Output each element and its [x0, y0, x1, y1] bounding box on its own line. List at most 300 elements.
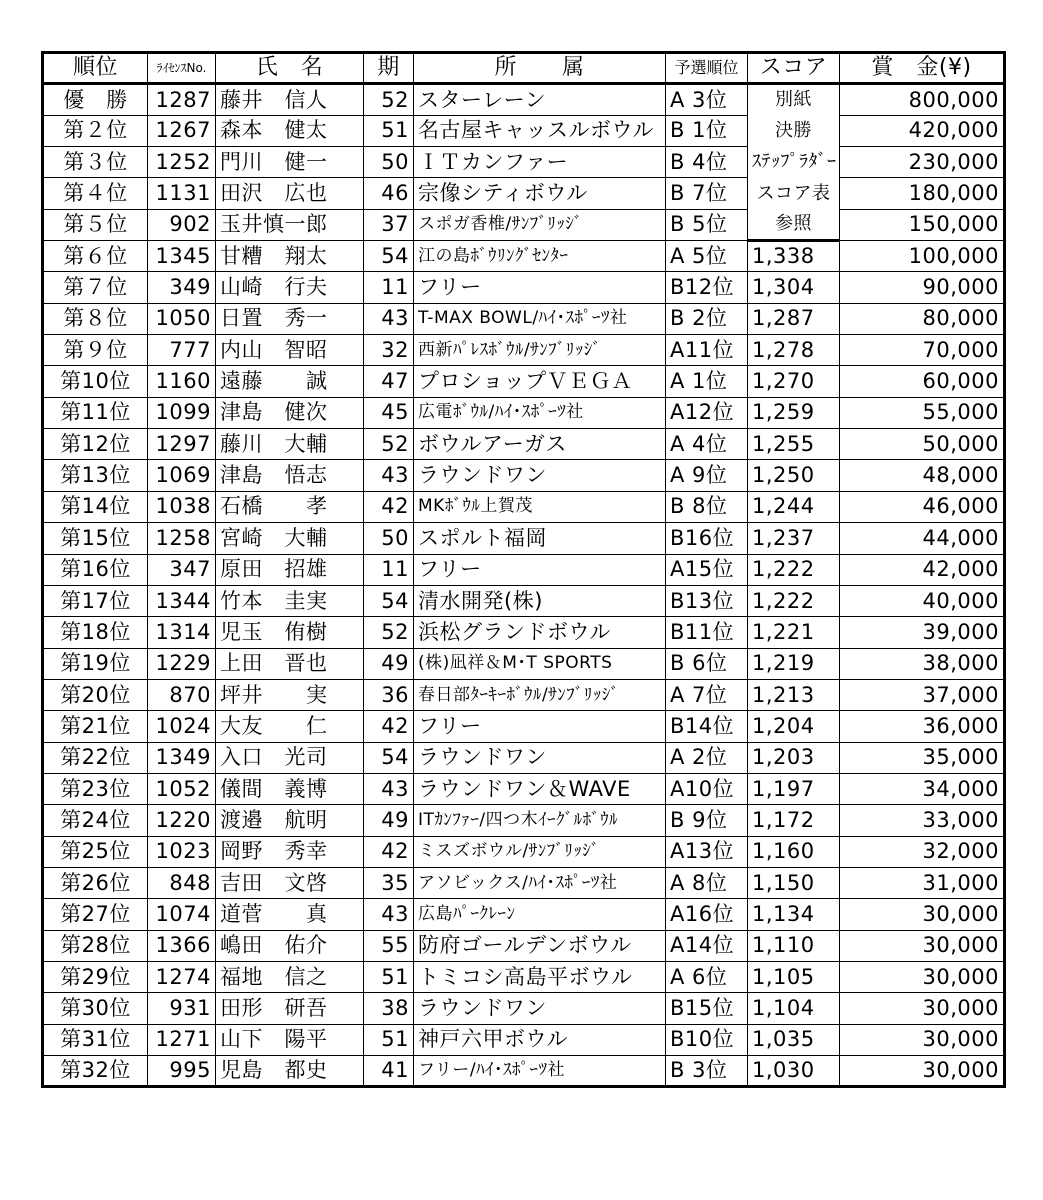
license-cell: 347 — [148, 554, 216, 585]
license-cell: 1344 — [148, 585, 216, 616]
name-cell: 山崎 行夫 — [216, 272, 364, 303]
rank-cell: 第10位 — [43, 366, 148, 397]
score-cell: 1,237 — [748, 523, 840, 554]
prize-cell: 42,000 — [840, 554, 1005, 585]
club-cell: プロショップＶＥＧＡ — [414, 366, 666, 397]
license-cell: 1271 — [148, 1024, 216, 1055]
qualifying-rank-cell: A12位 — [666, 397, 748, 428]
score-cell: 1,338 — [748, 241, 840, 272]
name-cell: 坪井 実 — [216, 679, 364, 710]
license-cell: 1220 — [148, 805, 216, 836]
prize-cell: 48,000 — [840, 460, 1005, 491]
qualifying-rank-cell: B14位 — [666, 711, 748, 742]
table-row — [43, 115, 1005, 146]
name-cell: 山下 陽平 — [216, 1024, 364, 1055]
rank-cell: 第８位 — [43, 303, 148, 334]
table-header — [43, 53, 1005, 84]
table-row — [43, 84, 1005, 115]
term-cell: 55 — [364, 930, 414, 961]
header-club: 所 属 — [414, 53, 666, 84]
table-row — [43, 585, 1005, 616]
rank-cell: 第９位 — [43, 335, 148, 366]
prize-cell: 37,000 — [840, 679, 1005, 710]
name-cell: 道菅 真 — [216, 899, 364, 930]
qualifying-rank-cell: B 2位 — [666, 303, 748, 334]
license-cell: 848 — [148, 867, 216, 898]
score-cell: ｽﾃｯﾌﾟﾗﾀﾞｰ — [748, 147, 840, 178]
term-cell: 50 — [364, 523, 414, 554]
header-row — [43, 53, 1005, 84]
term-cell: 49 — [364, 805, 414, 836]
qualifying-rank-cell: A16位 — [666, 899, 748, 930]
license-cell: 1274 — [148, 961, 216, 992]
prize-cell: 36,000 — [840, 711, 1005, 742]
prize-cell: 230,000 — [840, 147, 1005, 178]
table-row — [43, 429, 1005, 460]
license-cell: 1287 — [148, 84, 216, 115]
qualifying-rank-cell: B13位 — [666, 585, 748, 616]
name-cell: 田形 研吾 — [216, 993, 364, 1024]
score-cell: スコア表 — [748, 178, 840, 209]
rank-cell: 第28位 — [43, 930, 148, 961]
header-name: 氏 名 — [216, 53, 364, 84]
header-qualifying-rank: 予選順位 — [666, 53, 748, 84]
name-cell: 岡野 秀幸 — [216, 836, 364, 867]
club-cell: ITｶﾝﾌｧｰ/四つ木ｲｰｸﾞﾙﾎﾞｳﾙ — [414, 805, 666, 836]
score-cell: 1,203 — [748, 742, 840, 773]
rank-cell: 第３位 — [43, 147, 148, 178]
club-cell: ラウンドワン — [414, 460, 666, 491]
club-cell: 防府ゴールデンボウル — [414, 930, 666, 961]
license-cell: 1366 — [148, 930, 216, 961]
license-cell: 1024 — [148, 711, 216, 742]
table-row — [43, 178, 1005, 209]
rank-cell: 第４位 — [43, 178, 148, 209]
license-cell: 931 — [148, 993, 216, 1024]
prize-cell: 46,000 — [840, 491, 1005, 522]
results-table — [41, 51, 1006, 1088]
license-cell: 1052 — [148, 773, 216, 804]
rank-cell: 第16位 — [43, 554, 148, 585]
prize-cell: 70,000 — [840, 335, 1005, 366]
score-cell: 1,219 — [748, 648, 840, 679]
table-row — [43, 867, 1005, 898]
prize-cell: 35,000 — [840, 742, 1005, 773]
qualifying-rank-cell: B 5位 — [666, 209, 748, 240]
table-row — [43, 679, 1005, 710]
license-cell: 777 — [148, 335, 216, 366]
term-cell: 43 — [364, 899, 414, 930]
table-row — [43, 554, 1005, 585]
prize-cell: 80,000 — [840, 303, 1005, 334]
term-cell: 51 — [364, 115, 414, 146]
club-cell: フリー — [414, 272, 666, 303]
qualifying-rank-cell: B12位 — [666, 272, 748, 303]
qualifying-rank-cell: A13位 — [666, 836, 748, 867]
name-cell: 渡邉 航明 — [216, 805, 364, 836]
prize-cell: 34,000 — [840, 773, 1005, 804]
license-cell: 1258 — [148, 523, 216, 554]
term-cell: 43 — [364, 303, 414, 334]
term-cell: 41 — [364, 1056, 414, 1087]
score-cell: 1,104 — [748, 993, 840, 1024]
table-row — [43, 397, 1005, 428]
rank-cell: 第２位 — [43, 115, 148, 146]
club-cell: 西新ﾊﾟﾚｽﾎﾞｳﾙ/ｻﾝﾌﾞﾘｯｼﾞ — [414, 335, 666, 366]
prize-cell: 31,000 — [840, 867, 1005, 898]
rank-cell: 第31位 — [43, 1024, 148, 1055]
score-cell: 決勝 — [748, 115, 840, 146]
rank-cell: 第32位 — [43, 1056, 148, 1087]
name-cell: 宮崎 大輔 — [216, 523, 364, 554]
name-cell: 福地 信之 — [216, 961, 364, 992]
name-cell: 日置 秀一 — [216, 303, 364, 334]
license-cell: 870 — [148, 679, 216, 710]
score-cell: 1,105 — [748, 961, 840, 992]
term-cell: 51 — [364, 1024, 414, 1055]
rank-cell: 第６位 — [43, 241, 148, 272]
term-cell: 42 — [364, 836, 414, 867]
qualifying-rank-cell: A 4位 — [666, 429, 748, 460]
rank-cell: 第21位 — [43, 711, 148, 742]
rank-cell: 第23位 — [43, 773, 148, 804]
club-cell: アソビックス/ﾊｲ･ｽﾎﾟｰﾂ社 — [414, 867, 666, 898]
table-row — [43, 523, 1005, 554]
table-row — [43, 773, 1005, 804]
name-cell: 竹本 圭実 — [216, 585, 364, 616]
score-cell: 1,221 — [748, 617, 840, 648]
score-cell: 1,030 — [748, 1056, 840, 1087]
name-cell: 石橋 孝 — [216, 491, 364, 522]
qualifying-rank-cell: A 9位 — [666, 460, 748, 491]
name-cell: 津島 健次 — [216, 397, 364, 428]
term-cell: 47 — [364, 366, 414, 397]
name-cell: 入口 光司 — [216, 742, 364, 773]
rank-cell: 第25位 — [43, 836, 148, 867]
prize-cell: 40,000 — [840, 585, 1005, 616]
table-row — [43, 272, 1005, 303]
table-row — [43, 209, 1005, 240]
rank-cell: 第30位 — [43, 993, 148, 1024]
club-cell: トミコシ高島平ボウル — [414, 961, 666, 992]
club-cell: 広電ﾎﾞｳﾙ/ﾊｲ･ｽﾎﾟｰﾂ社 — [414, 397, 666, 428]
club-cell: 神戸六甲ボウル — [414, 1024, 666, 1055]
score-cell: 1,150 — [748, 867, 840, 898]
prize-cell: 90,000 — [840, 272, 1005, 303]
club-cell: 春日部ﾀｰｷｰﾎﾞｳﾙ/ｻﾝﾌﾞﾘｯｼﾞ — [414, 679, 666, 710]
club-cell: 江の島ﾎﾞｳﾘﾝｸﾞｾﾝﾀｰ — [414, 241, 666, 272]
name-cell: 甘糟 翔太 — [216, 241, 364, 272]
club-cell: フリー/ﾊｲ･ｽﾎﾟｰﾂ社 — [414, 1056, 666, 1087]
score-cell: 1,304 — [748, 272, 840, 303]
score-cell: 1,222 — [748, 585, 840, 616]
table-row — [43, 993, 1005, 1024]
score-cell: 1,172 — [748, 805, 840, 836]
table-row — [43, 303, 1005, 334]
license-cell: 1160 — [148, 366, 216, 397]
header-rank: 順位 — [43, 53, 148, 84]
term-cell: 43 — [364, 773, 414, 804]
term-cell: 49 — [364, 648, 414, 679]
score-cell: 1,287 — [748, 303, 840, 334]
prize-cell: 32,000 — [840, 836, 1005, 867]
term-cell: 46 — [364, 178, 414, 209]
name-cell: 森本 健太 — [216, 115, 364, 146]
qualifying-rank-cell: A10位 — [666, 773, 748, 804]
term-cell: 32 — [364, 335, 414, 366]
rank-cell: 第22位 — [43, 742, 148, 773]
score-cell: 1,270 — [748, 366, 840, 397]
qualifying-rank-cell: A11位 — [666, 335, 748, 366]
rank-cell: 第15位 — [43, 523, 148, 554]
table-row — [43, 366, 1005, 397]
table-row — [43, 711, 1005, 742]
table-row — [43, 617, 1005, 648]
header-score: スコア — [748, 53, 840, 84]
table-row — [43, 899, 1005, 930]
rank-cell: 第12位 — [43, 429, 148, 460]
rank-cell: 第26位 — [43, 867, 148, 898]
term-cell: 43 — [364, 460, 414, 491]
name-cell: 門川 健一 — [216, 147, 364, 178]
score-cell: 1,035 — [748, 1024, 840, 1055]
name-cell: 児玉 侑樹 — [216, 617, 364, 648]
term-cell: 45 — [364, 397, 414, 428]
term-cell: 54 — [364, 585, 414, 616]
rank-cell: 第24位 — [43, 805, 148, 836]
header-license: ﾗｲｾﾝｽNo. — [148, 53, 216, 84]
rank-cell: 第27位 — [43, 899, 148, 930]
rank-cell: 第29位 — [43, 961, 148, 992]
license-cell: 1252 — [148, 147, 216, 178]
qualifying-rank-cell: B 8位 — [666, 491, 748, 522]
term-cell: 54 — [364, 742, 414, 773]
club-cell: ラウンドワン — [414, 993, 666, 1024]
prize-cell: 30,000 — [840, 930, 1005, 961]
table-row — [43, 147, 1005, 178]
prize-cell: 50,000 — [840, 429, 1005, 460]
club-cell: 清水開発(株) — [414, 585, 666, 616]
club-cell: フリー — [414, 554, 666, 585]
term-cell: 42 — [364, 711, 414, 742]
table-row — [43, 1024, 1005, 1055]
term-cell: 35 — [364, 867, 414, 898]
qualifying-rank-cell: A 2位 — [666, 742, 748, 773]
license-cell: 349 — [148, 272, 216, 303]
qualifying-rank-cell: B 4位 — [666, 147, 748, 178]
club-cell: (株)凪祥＆M･T SPORTS — [414, 648, 666, 679]
qualifying-rank-cell: B 9位 — [666, 805, 748, 836]
club-cell: スターレーン — [414, 84, 666, 115]
score-cell: 1,134 — [748, 899, 840, 930]
qualifying-rank-cell: B 3位 — [666, 1056, 748, 1087]
club-cell: ラウンドワン — [414, 742, 666, 773]
table-body — [43, 84, 1005, 1087]
rank-cell: 第17位 — [43, 585, 148, 616]
term-cell: 38 — [364, 993, 414, 1024]
qualifying-rank-cell: A 5位 — [666, 241, 748, 272]
prize-cell: 800,000 — [840, 84, 1005, 115]
qualifying-rank-cell: B16位 — [666, 523, 748, 554]
prize-cell: 30,000 — [840, 1024, 1005, 1055]
prize-cell: 55,000 — [840, 397, 1005, 428]
prize-cell: 30,000 — [840, 899, 1005, 930]
name-cell: 玉井慎一郎 — [216, 209, 364, 240]
header-prize: 賞 金(¥) — [840, 53, 1005, 84]
table-row — [43, 742, 1005, 773]
prize-cell: 39,000 — [840, 617, 1005, 648]
prize-cell: 420,000 — [840, 115, 1005, 146]
license-cell: 1131 — [148, 178, 216, 209]
license-cell: 1038 — [148, 491, 216, 522]
qualifying-rank-cell: B 7位 — [666, 178, 748, 209]
term-cell: 36 — [364, 679, 414, 710]
table-row — [43, 961, 1005, 992]
term-cell: 52 — [364, 84, 414, 115]
name-cell: 津島 悟志 — [216, 460, 364, 491]
name-cell: 内山 智昭 — [216, 335, 364, 366]
term-cell: 50 — [364, 147, 414, 178]
qualifying-rank-cell: A 6位 — [666, 961, 748, 992]
score-cell: 1,244 — [748, 491, 840, 522]
score-cell: 別紙 — [748, 84, 840, 115]
rank-cell: 優 勝 — [43, 84, 148, 115]
club-cell: ＩＴカンファー — [414, 147, 666, 178]
license-cell: 1074 — [148, 899, 216, 930]
rank-cell: 第７位 — [43, 272, 148, 303]
qualifying-rank-cell: A 3位 — [666, 84, 748, 115]
prize-cell: 100,000 — [840, 241, 1005, 272]
table-row — [43, 805, 1005, 836]
rank-cell: 第５位 — [43, 209, 148, 240]
prize-cell: 30,000 — [840, 961, 1005, 992]
qualifying-rank-cell: B 6位 — [666, 648, 748, 679]
qualifying-rank-cell: A 8位 — [666, 867, 748, 898]
rank-cell: 第11位 — [43, 397, 148, 428]
license-cell: 1345 — [148, 241, 216, 272]
license-cell: 1297 — [148, 429, 216, 460]
rank-cell: 第19位 — [43, 648, 148, 679]
prize-cell: 38,000 — [840, 648, 1005, 679]
term-cell: 54 — [364, 241, 414, 272]
score-cell: 1,213 — [748, 679, 840, 710]
qualifying-rank-cell: A15位 — [666, 554, 748, 585]
license-cell: 1050 — [148, 303, 216, 334]
score-cell: 1,110 — [748, 930, 840, 961]
name-cell: 児島 都史 — [216, 1056, 364, 1087]
license-cell: 1349 — [148, 742, 216, 773]
prize-cell: 30,000 — [840, 1056, 1005, 1087]
prize-cell: 150,000 — [840, 209, 1005, 240]
term-cell: 51 — [364, 961, 414, 992]
club-cell: MKﾎﾞｳﾙ上賀茂 — [414, 491, 666, 522]
table-row — [43, 930, 1005, 961]
qualifying-rank-cell: B10位 — [666, 1024, 748, 1055]
prize-cell: 33,000 — [840, 805, 1005, 836]
club-cell: ラウンドワン＆WAVE — [414, 773, 666, 804]
term-cell: 52 — [364, 617, 414, 648]
score-cell: 1,197 — [748, 773, 840, 804]
qualifying-rank-cell: A 7位 — [666, 679, 748, 710]
name-cell: 吉田 文啓 — [216, 867, 364, 898]
name-cell: 上田 晋也 — [216, 648, 364, 679]
prize-cell: 60,000 — [840, 366, 1005, 397]
score-cell: 1,250 — [748, 460, 840, 491]
name-cell: 藤井 信人 — [216, 84, 364, 115]
rank-cell: 第18位 — [43, 617, 148, 648]
term-cell: 42 — [364, 491, 414, 522]
name-cell: 藤川 大輔 — [216, 429, 364, 460]
club-cell: 広島ﾊﾟｰｸﾚｰﾝ — [414, 899, 666, 930]
club-cell: T-MAX BOWL/ﾊｲ･ｽﾎﾟｰﾂ社 — [414, 303, 666, 334]
table-row — [43, 1056, 1005, 1087]
score-cell: 1,160 — [748, 836, 840, 867]
rank-cell: 第13位 — [43, 460, 148, 491]
prize-cell: 180,000 — [840, 178, 1005, 209]
club-cell: ボウルアーガス — [414, 429, 666, 460]
name-cell: 嶋田 佑介 — [216, 930, 364, 961]
table-row — [43, 491, 1005, 522]
name-cell: 原田 招雄 — [216, 554, 364, 585]
header-term: 期 — [364, 53, 414, 84]
name-cell: 遠藤 誠 — [216, 366, 364, 397]
qualifying-rank-cell: B11位 — [666, 617, 748, 648]
score-cell: 1,222 — [748, 554, 840, 585]
club-cell: スポガ香椎/ｻﾝﾌﾞﾘｯｼﾞ — [414, 209, 666, 240]
table-row — [43, 836, 1005, 867]
term-cell: 52 — [364, 429, 414, 460]
term-cell: 37 — [364, 209, 414, 240]
name-cell: 儀間 義博 — [216, 773, 364, 804]
table-row — [43, 335, 1005, 366]
score-cell: 1,259 — [748, 397, 840, 428]
name-cell: 田沢 広也 — [216, 178, 364, 209]
qualifying-rank-cell: A14位 — [666, 930, 748, 961]
club-cell: スポルト福岡 — [414, 523, 666, 554]
score-cell: 1,278 — [748, 335, 840, 366]
rank-cell: 第20位 — [43, 679, 148, 710]
club-cell: 宗像シティボウル — [414, 178, 666, 209]
prize-cell: 30,000 — [840, 993, 1005, 1024]
term-cell: 11 — [364, 272, 414, 303]
qualifying-rank-cell: A 1位 — [666, 366, 748, 397]
club-cell: 名古屋キャッスルボウル — [414, 115, 666, 146]
license-cell: 1099 — [148, 397, 216, 428]
qualifying-rank-cell: B15位 — [666, 993, 748, 1024]
prize-cell: 44,000 — [840, 523, 1005, 554]
club-cell: ミスズボウル/ｻﾝﾌﾞﾘｯｼﾞ — [414, 836, 666, 867]
score-cell: 1,204 — [748, 711, 840, 742]
name-cell: 大友 仁 — [216, 711, 364, 742]
license-cell: 902 — [148, 209, 216, 240]
score-cell: 参照 — [748, 209, 840, 240]
license-cell: 1267 — [148, 115, 216, 146]
license-cell: 1229 — [148, 648, 216, 679]
score-cell: 1,255 — [748, 429, 840, 460]
club-cell: 浜松グランドボウル — [414, 617, 666, 648]
table-row — [43, 460, 1005, 491]
license-cell: 1069 — [148, 460, 216, 491]
table-row — [43, 241, 1005, 272]
table-row — [43, 648, 1005, 679]
rank-cell: 第14位 — [43, 491, 148, 522]
term-cell: 11 — [364, 554, 414, 585]
license-cell: 1023 — [148, 836, 216, 867]
club-cell: フリー — [414, 711, 666, 742]
license-cell: 1314 — [148, 617, 216, 648]
license-cell: 995 — [148, 1056, 216, 1087]
qualifying-rank-cell: B 1位 — [666, 115, 748, 146]
